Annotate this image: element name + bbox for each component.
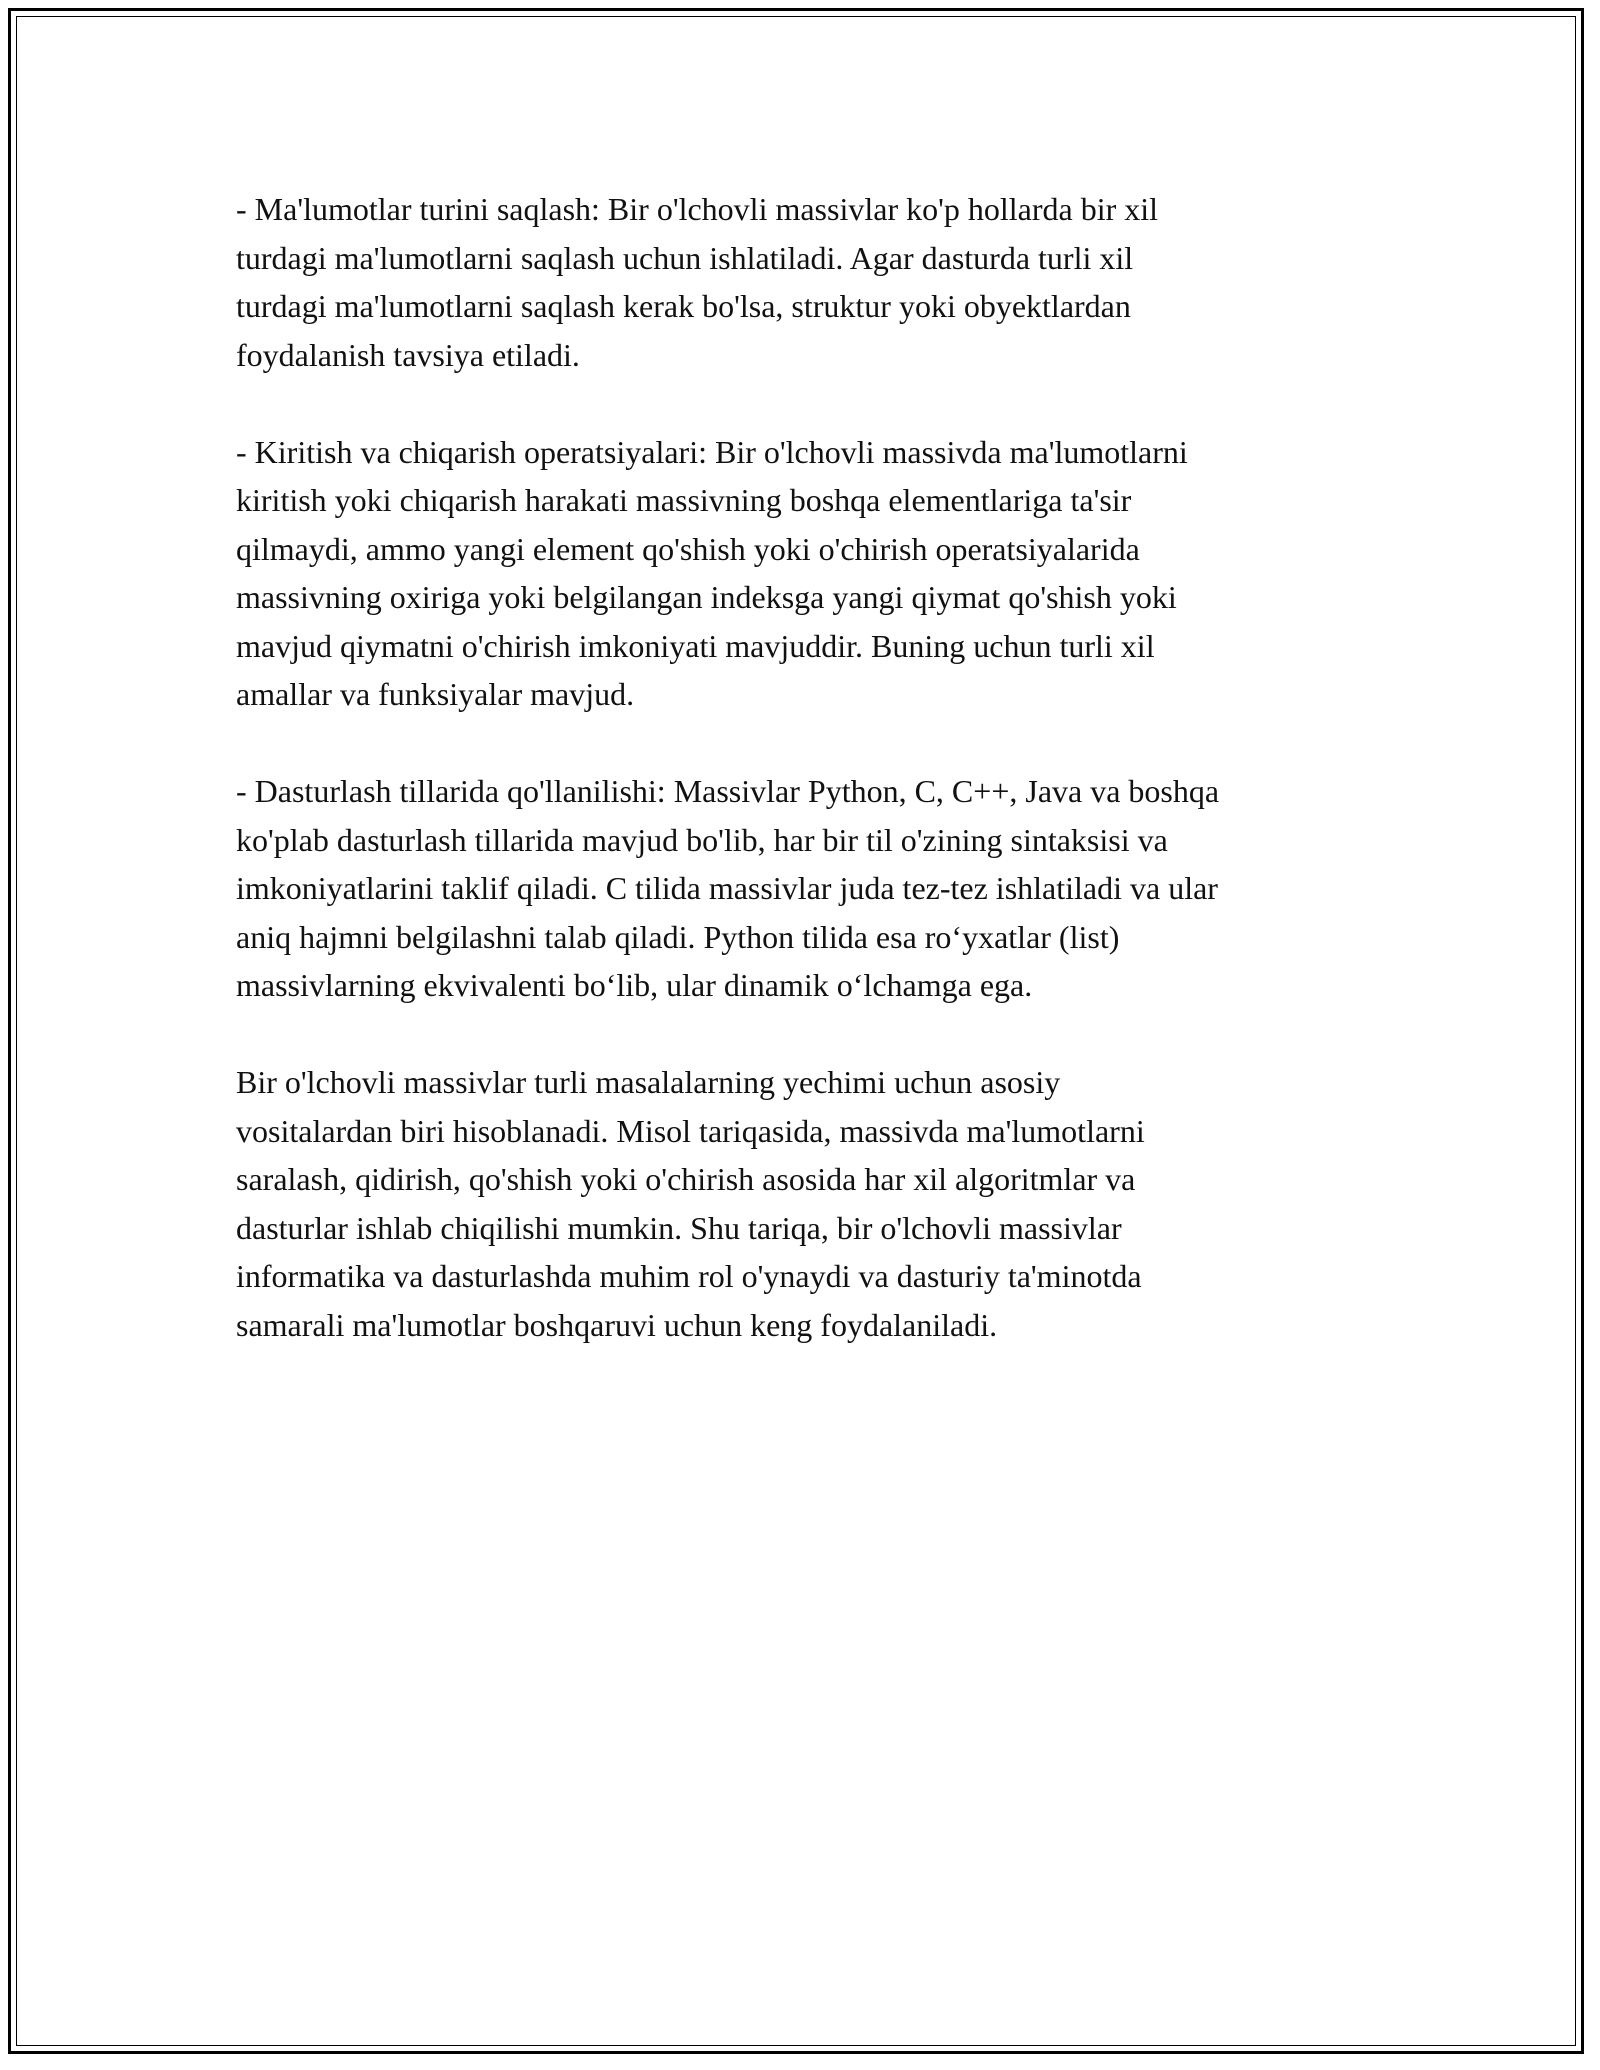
- paragraph-data-type-storage: - Ma'lumotlar turini saqlash: Bir o'lchovli massivlar ko'p hollarda bir xil turdagi ma'lumotlarni saqlash uchun ishlatiladi. Agar dasturda turli xil turdagi ma'lumotlarni saqlash kerak bo'lsa, struktur yoki obyektlardan foydalanish tavsiya etiladi.: [236, 191, 1159, 373]
- paragraph-conclusion: Bir o'lchovli massivlar turli masalalarning yechimi uchun asosiy vositalardan biri hisoblanadi. Misol tariqasida, massivda ma'lumotlarni saralash, qidirish, qo'shish yoki o'chirish asosida har xil algoritmlar va dasturlar ishlab chiqilishi mumkin. Shu tariqa, bir o'lchovli massivlar informatika va dasturlashda muhim rol o'ynaydi va dasturiy ta'minotda samarali ma'lumotlar boshqaruvi uchun keng foydalaniladi.: [236, 1064, 1145, 1343]
- paragraph-input-output-operations: - Kiritish va chiqarish operatsiyalari: Bir o'lchovli massivda ma'lumotlarni kiritish yoki chiqarish harakati massivning boshqa elementlariga ta'sir qilmaydi, ammo yangi element qo'shish yoki o'chirish operatsiyalarida massivning oxiriga yoki belgilangan indeksga yangi qiymat qo'shish yoki mavjud qiymatni o'chirish imkoniyati mavjuddir. Buning uchun turli xil amallar va funksiyalar mavjud.: [236, 433, 1188, 712]
- paragraph-programming-languages: - Dasturlash tillarida qo'llanilishi: Massivlar Python, C, C++, Java va boshqa ko'plab dasturlash tillarida mavjud bo'lib, har bir til o'zining sintaksisi va imkoniyatlarini taklif qiladi. C tilida massivlar juda tez-tez ishlatiladi va ular aniq hajmni belgilashni talab qiladi. Python tilida esa ro‘yxatlar (list) massivlarning ekvivalenti bo‘lib, ular dinamik o‘lchamga ega.: [236, 773, 1220, 1003]
- document-body: [236, 185, 1376, 1398]
